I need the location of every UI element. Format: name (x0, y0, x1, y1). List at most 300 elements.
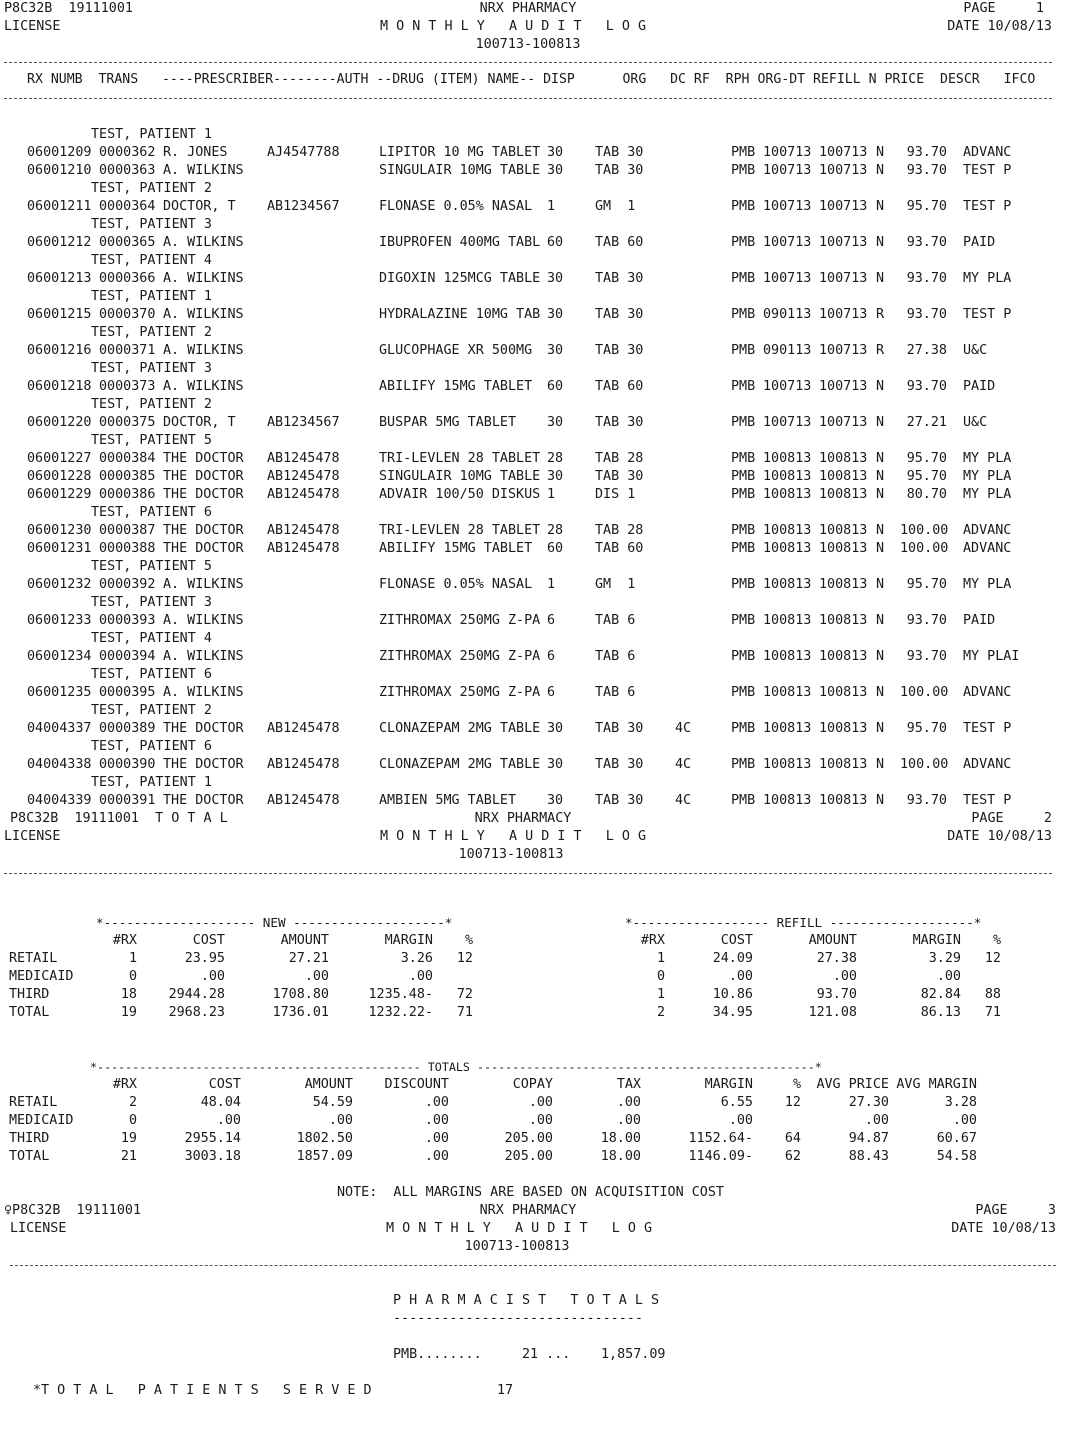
description: MY PLA (963, 487, 1012, 502)
rx-number: 06001218 (27, 379, 92, 394)
new-refill-flag: R (876, 307, 885, 322)
prescriber: A. WILKINS (163, 163, 244, 178)
refill-amount-value: 93.70 (816, 987, 857, 1002)
description: PAID (963, 235, 996, 250)
pharmacist: PMB (731, 451, 756, 466)
original-qty: TAB 28 (595, 451, 644, 466)
refill-rx-value: 1 (656, 951, 665, 966)
totals-rx-value: 21 (120, 1149, 137, 1164)
refill-rx-value: 1 (656, 987, 665, 1002)
totals-copay-value: 205.00 (504, 1149, 553, 1164)
refill-amount-header: AMOUNT (808, 933, 857, 948)
new-refill-flag: N (876, 577, 885, 592)
prescriber: DOCTOR, T (163, 199, 236, 214)
original-date: 100813 (763, 487, 812, 502)
new-amount-header: AMOUNT (280, 933, 329, 948)
original-date: 100813 (763, 613, 812, 628)
refill-date: 100813 (819, 577, 868, 592)
totals-avgmargin-header: AVG MARGIN (896, 1077, 977, 1092)
refill-section-title: *------------------ REFILL -------------------* (625, 915, 982, 930)
rx-number: 06001227 (27, 451, 92, 466)
trans-number: 0000366 (99, 271, 156, 286)
refill-date: 100813 (819, 451, 868, 466)
totals-tax-value: .00 (616, 1095, 641, 1110)
pharmacist: PMB (731, 343, 756, 358)
refill-margin-value: 82.84 (920, 987, 961, 1002)
divider (10, 1265, 1056, 1266)
refill-cost-value: 10.86 (712, 987, 753, 1002)
original-qty: TAB 60 (595, 541, 644, 556)
description: MY PLA (963, 271, 1012, 286)
price: 93.70 (906, 379, 947, 394)
new-refill-flag: N (876, 199, 885, 214)
original-qty: TAB 30 (595, 721, 644, 736)
new-rx-value: 1 (128, 951, 137, 966)
description: U&C (963, 415, 988, 430)
original-qty: TAB 6 (595, 685, 636, 700)
prescriber: THE DOCTOR (163, 469, 244, 484)
summary-row-label: MEDICAID (9, 969, 74, 984)
description: TEST P (963, 307, 1012, 322)
patients-served-label: *T O T A L P A T I E N T S S E R V E D (33, 1383, 372, 1398)
refill-margin-header: MARGIN (912, 933, 961, 948)
refill-date: 100813 (819, 523, 868, 538)
price: 95.70 (906, 451, 947, 466)
original-date: 090113 (763, 307, 812, 322)
trans-number: 0000384 (99, 451, 156, 466)
trans-number: 0000388 (99, 541, 156, 556)
acquisition-cost-note: NOTE: ALL MARGINS ARE BASED ON ACQUISITION COST (337, 1185, 724, 1200)
header-pharmacy-name: NRX PHARMACY (474, 811, 572, 826)
original-qty: GM 1 (595, 577, 636, 592)
rx-number: 06001228 (27, 469, 92, 484)
drug-name: IBUPROFEN 400MG TABL (379, 235, 541, 250)
new-pct-value: 71 (456, 1005, 473, 1020)
description: ADVANC (963, 757, 1012, 772)
original-qty: DIS 1 (595, 487, 636, 502)
drug-name: GLUCOPHAGE XR 500MG (379, 343, 533, 358)
original-date: 100813 (763, 721, 812, 736)
trans-number: 0000362 (99, 145, 156, 160)
original-date: 100713 (763, 235, 812, 250)
patient-name: TEST, PATIENT 3 (91, 595, 212, 610)
patient-name: TEST, PATIENT 6 (91, 739, 212, 754)
totals-avgprice-value: .00 (864, 1113, 889, 1128)
price: 80.70 (906, 487, 947, 502)
totals-avgprice-value: 88.43 (848, 1149, 889, 1164)
refill-date: 100813 (819, 487, 868, 502)
totals-avgmargin-value: 54.58 (936, 1149, 977, 1164)
new-refill-flag: R (876, 343, 885, 358)
new-amount-value: 27.21 (288, 951, 329, 966)
rx-number: 06001235 (27, 685, 92, 700)
divider (4, 873, 1052, 874)
original-date: 100713 (763, 415, 812, 430)
dispensed-qty: 6 (547, 613, 556, 628)
original-qty: TAB 6 (595, 613, 636, 628)
refill-date: 100813 (819, 721, 868, 736)
original-date: 100813 (763, 523, 812, 538)
trans-number: 0000373 (99, 379, 156, 394)
totals-margin-value: .00 (728, 1113, 753, 1128)
new-refill-flag: N (876, 271, 885, 286)
drug-name: ABILIFY 15MG TABLET (379, 541, 533, 556)
description: TEST P (963, 793, 1012, 808)
dispensed-qty: 6 (547, 649, 556, 664)
new-pct-value (383, 968, 473, 986)
divider (4, 98, 1052, 99)
original-qty: TAB 30 (595, 145, 644, 160)
header-date: DATE 10/08/13 (951, 1221, 1056, 1236)
rx-number: 06001233 (27, 613, 92, 628)
pharmacist: PMB (731, 379, 756, 394)
new-refill-flag: N (876, 721, 885, 736)
patients-served-value: 17 (497, 1383, 514, 1398)
totals-rx-value: 0 (128, 1113, 137, 1128)
trans-number: 0000393 (99, 613, 156, 628)
totals-amount-value: 1857.09 (296, 1149, 353, 1164)
original-date: 100713 (763, 145, 812, 160)
prescriber: THE DOCTOR (163, 451, 244, 466)
dispensed-qty: 30 (547, 793, 564, 808)
totals-copay-value: .00 (528, 1095, 553, 1110)
original-qty: TAB 30 (595, 163, 644, 178)
header-date-range: 100713-100813 (475, 37, 581, 52)
original-date: 100813 (763, 469, 812, 484)
original-date: 100813 (763, 757, 812, 772)
trans-number: 0000395 (99, 685, 156, 700)
dispensed-qty: 30 (547, 757, 564, 772)
dispensed-qty: 1 (547, 487, 556, 502)
new-cost-value: 2968.23 (168, 1005, 225, 1020)
new-pct-value: 72 (456, 987, 473, 1002)
description: MY PLA (963, 577, 1012, 592)
totals-amount-value: .00 (328, 1113, 353, 1128)
new-cost-value: 23.95 (184, 951, 225, 966)
totals-rx-value: 19 (120, 1131, 137, 1146)
drug-name: CLONAZEPAM 2MG TABLE (379, 721, 541, 736)
new-margin-value: 3.26 (400, 951, 433, 966)
description: ADVANC (963, 685, 1012, 700)
rx-number: 06001211 (27, 199, 92, 214)
new-refill-flag: N (876, 793, 885, 808)
drug-name: BUSPAR 5MG TABLET (379, 415, 517, 430)
price: 93.70 (906, 613, 947, 628)
totals-rx-header: #RX (112, 1077, 137, 1092)
pharmacist: PMB (731, 307, 756, 322)
description: PAID (963, 613, 996, 628)
refill-date: 100813 (819, 685, 868, 700)
prescriber: THE DOCTOR (163, 721, 244, 736)
pharmacist: PMB (731, 487, 756, 502)
drug-name: LIPITOR 10 MG TABLET (379, 145, 541, 160)
pharmacist: PMB (731, 649, 756, 664)
refill-percent-header: % (992, 933, 1001, 948)
totals-cost-value: .00 (216, 1113, 241, 1128)
drug-name: FLONASE 0.05% NASAL (379, 199, 533, 214)
refill-date: 100713 (819, 415, 868, 430)
pharmacist: PMB (731, 469, 756, 484)
header-page-number: PAGE 1 (963, 1, 1044, 16)
pharmacist: PMB (731, 163, 756, 178)
original-qty: TAB 30 (595, 469, 644, 484)
header-pharmacy-name: NRX PHARMACY (479, 1, 577, 16)
original-date: 100813 (763, 451, 812, 466)
description: TEST P (963, 721, 1012, 736)
auth-number: AB1245478 (267, 469, 340, 484)
summary-row-label: THIRD (9, 987, 50, 1002)
totals-pct-value: 12 (784, 1095, 801, 1110)
drug-name: HYDRALAZINE 10MG TAB (379, 307, 541, 322)
description: PAID (963, 379, 996, 394)
drug-name: ADVAIR 100/50 DISKUS (379, 487, 541, 502)
patient-name: TEST, PATIENT 5 (91, 433, 212, 448)
original-date: 100813 (763, 685, 812, 700)
trans-number: 0000392 (99, 577, 156, 592)
header-license: LICENSE (4, 829, 61, 844)
totals-cost-value: 2955.14 (184, 1131, 241, 1146)
description: ADVANC (963, 145, 1012, 160)
price: 93.70 (906, 271, 947, 286)
dispensed-qty: 30 (547, 469, 564, 484)
drug-name: CLONAZEPAM 2MG TABLE (379, 757, 541, 772)
pharmacist: PMB (731, 757, 756, 772)
auth-number: AB1245478 (267, 451, 340, 466)
summary-row-label: RETAIL (9, 951, 58, 966)
patient-name: TEST, PATIENT 2 (91, 181, 212, 196)
original-date: 100713 (763, 163, 812, 178)
pharmacist: PMB (731, 577, 756, 592)
pharmacist: PMB (731, 541, 756, 556)
prescriber: A. WILKINS (163, 307, 244, 322)
prescriber: THE DOCTOR (163, 541, 244, 556)
column-header-row: RX NUMB TRANS ----PRESCRIBER--------AUTH --DRUG (ITEM) NAME-- DISP ORG DC RF RPH ORG-DT REFILL N PRICE DESCR IFCO (27, 72, 1036, 87)
auth-number: AB1234567 (267, 415, 340, 430)
pharmacist: PMB (731, 145, 756, 160)
divider (4, 62, 1052, 63)
drug-name: FLONASE 0.05% NASAL (379, 577, 533, 592)
original-qty: GM 1 (595, 199, 636, 214)
new-cost-value: 2944.28 (168, 987, 225, 1002)
rx-number: 06001209 (27, 145, 92, 160)
dispensed-qty: 30 (547, 721, 564, 736)
price: 95.70 (906, 199, 947, 214)
refill-pct-value: 71 (984, 1005, 1001, 1020)
original-date: 100713 (763, 199, 812, 214)
totals-avgprice-value: 27.30 (848, 1095, 889, 1110)
refill-rx-count-header: #RX (640, 933, 665, 948)
rx-number: 06001212 (27, 235, 92, 250)
original-date: 100813 (763, 541, 812, 556)
totals-margin-value: 6.55 (720, 1095, 753, 1110)
dc-code: 4C (675, 757, 692, 772)
refill-date: 100713 (819, 145, 868, 160)
description: ADVANC (963, 541, 1012, 556)
prescriber: THE DOCTOR (163, 793, 244, 808)
original-qty: TAB 60 (595, 379, 644, 394)
description: MY PLA (963, 469, 1012, 484)
header-license: LICENSE (4, 19, 61, 34)
new-refill-flag: N (876, 685, 885, 700)
rx-number: 06001216 (27, 343, 92, 358)
description: TEST P (963, 199, 1012, 214)
refill-margin-value: .00 (936, 969, 961, 984)
prescriber: THE DOCTOR (163, 487, 244, 502)
refill-date: 100713 (819, 235, 868, 250)
totals-row-label: THIRD (9, 1131, 50, 1146)
refill-pct-value (911, 968, 1001, 986)
patient-name: TEST, PATIENT 3 (91, 217, 212, 232)
refill-date: 100813 (819, 793, 868, 808)
refill-date: 100813 (819, 757, 868, 772)
trans-number: 0000375 (99, 415, 156, 430)
prescriber: A. WILKINS (163, 271, 244, 286)
refill-date: 100713 (819, 307, 868, 322)
new-refill-flag: N (876, 451, 885, 466)
totals-discount-value: .00 (424, 1131, 449, 1146)
totals-avgmargin-value: 60.67 (936, 1131, 977, 1146)
totals-discount-value: .00 (424, 1113, 449, 1128)
refill-pct-value: 88 (984, 987, 1001, 1002)
patient-name: TEST, PATIENT 2 (91, 325, 212, 340)
refill-date: 100713 (819, 271, 868, 286)
auth-number: AB1245478 (267, 721, 340, 736)
totals-copay-value: .00 (528, 1113, 553, 1128)
patient-name: TEST, PATIENT 6 (91, 667, 212, 682)
price: 93.70 (906, 307, 947, 322)
dispensed-qty: 28 (547, 523, 564, 538)
price: 93.70 (906, 235, 947, 250)
drug-name: ZITHROMAX 250MG Z-PA (379, 649, 541, 664)
totals-discount-header: DISCOUNT (384, 1077, 449, 1092)
price: 27.21 (906, 415, 947, 430)
totals-tax-header: TAX (616, 1077, 641, 1092)
rx-number: 06001215 (27, 307, 92, 322)
new-amount-value: 1708.80 (272, 987, 329, 1002)
pharmacist-totals-underline: ------------------------------- (393, 1311, 643, 1326)
summary-row-label: TOTAL (9, 1005, 50, 1020)
original-qty: TAB 30 (595, 757, 644, 772)
totals-amount-header: AMOUNT (304, 1077, 353, 1092)
header-report-title: M O N T H L Y A U D I T L O G (379, 829, 647, 844)
totals-cost-value: 48.04 (200, 1095, 241, 1110)
pharmacist: PMB (731, 199, 756, 214)
original-qty: TAB 28 (595, 523, 644, 538)
rx-number: 04004338 (27, 757, 92, 772)
patient-name: TEST, PATIENT 3 (91, 361, 212, 376)
description: ADVANC (963, 523, 1012, 538)
totals-avgmargin-value: .00 (952, 1113, 977, 1128)
trans-number: 0000394 (99, 649, 156, 664)
auth-number: AB1234567 (267, 199, 340, 214)
header-report-title: M O N T H L Y A U D I T L O G (379, 19, 647, 34)
totals-margin-value: 1152.64- (688, 1131, 753, 1146)
dispensed-qty: 30 (547, 415, 564, 430)
original-date: 100813 (763, 649, 812, 664)
rx-number: 06001210 (27, 163, 92, 178)
header-date: DATE 10/08/13 (947, 829, 1052, 844)
patient-name: TEST, PATIENT 6 (91, 505, 212, 520)
dispensed-qty: 60 (547, 235, 564, 250)
refill-date: 100813 (819, 613, 868, 628)
prescriber: THE DOCTOR (163, 757, 244, 772)
totals-pct-header: % (792, 1077, 801, 1092)
new-refill-flag: N (876, 613, 885, 628)
patient-name: TEST, PATIENT 1 (91, 289, 212, 304)
refill-date: 100813 (819, 649, 868, 664)
dispensed-qty: 30 (547, 307, 564, 322)
new-percent-header: % (464, 933, 473, 948)
new-margin-value: 1232.22- (368, 1005, 433, 1020)
refill-date: 100713 (819, 343, 868, 358)
new-refill-flag: N (876, 415, 885, 430)
dc-code: 4C (675, 793, 692, 808)
totals-row-label: RETAIL (9, 1095, 58, 1110)
new-margin-header: MARGIN (384, 933, 433, 948)
new-rx-value: 0 (128, 969, 137, 984)
prescriber: THE DOCTOR (163, 523, 244, 538)
header-report-id: ♀P8C32B 19111001 (4, 1203, 142, 1218)
drug-name: SINGULAIR 10MG TABLE (379, 469, 541, 484)
totals-avgprice-value: 94.87 (848, 1131, 889, 1146)
price: 93.70 (906, 649, 947, 664)
new-section-title: *-------------------- NEW --------------------* (96, 915, 453, 930)
totals-copay-header: COPAY (512, 1077, 553, 1092)
header-date: DATE 10/08/13 (947, 19, 1052, 34)
price: 27.38 (906, 343, 947, 358)
totals-pct-value: 62 (784, 1149, 801, 1164)
price: 95.70 (906, 721, 947, 736)
totals-tax-value: 18.00 (600, 1149, 641, 1164)
original-date: 090113 (763, 343, 812, 358)
drug-name: ZITHROMAX 250MG Z-PA (379, 685, 541, 700)
original-date: 100713 (763, 379, 812, 394)
new-amount-value: 1736.01 (272, 1005, 329, 1020)
auth-number: AJ4547788 (267, 145, 340, 160)
original-date: 100713 (763, 271, 812, 286)
trans-number: 0000385 (99, 469, 156, 484)
header-page-number: PAGE 2 (971, 811, 1052, 826)
new-cost-value: .00 (200, 969, 225, 984)
totals-avgmargin-value: 3.28 (944, 1095, 977, 1110)
patient-name: TEST, PATIENT 4 (91, 631, 212, 646)
pharmacist-totals-title: P H A R M A C I S T T O T A L S (393, 1293, 660, 1308)
new-rx-value: 18 (120, 987, 137, 1002)
dispensed-qty: 1 (547, 199, 556, 214)
refill-rx-value: 2 (656, 1005, 665, 1020)
auth-number: AB1245478 (267, 541, 340, 556)
totals-row-label: MEDICAID (9, 1113, 74, 1128)
dispensed-qty: 28 (547, 451, 564, 466)
dispensed-qty: 60 (547, 379, 564, 394)
totals-rx-value: 2 (128, 1095, 137, 1110)
rx-number: 04004337 (27, 721, 92, 736)
dc-code: 4C (675, 721, 692, 736)
trans-number: 0000389 (99, 721, 156, 736)
totals-cost-header: COST (208, 1077, 241, 1092)
original-qty: TAB 60 (595, 235, 644, 250)
new-refill-flag: N (876, 523, 885, 538)
totals-discount-value: .00 (424, 1149, 449, 1164)
price: 93.70 (906, 163, 947, 178)
original-qty: TAB 6 (595, 649, 636, 664)
refill-cost-value: .00 (728, 969, 753, 984)
refill-date: 100713 (819, 199, 868, 214)
price: 100.00 (900, 541, 949, 556)
pharmacist: PMB (731, 793, 756, 808)
drug-name: ZITHROMAX 250MG Z-PA (379, 613, 541, 628)
original-qty: TAB 30 (595, 307, 644, 322)
